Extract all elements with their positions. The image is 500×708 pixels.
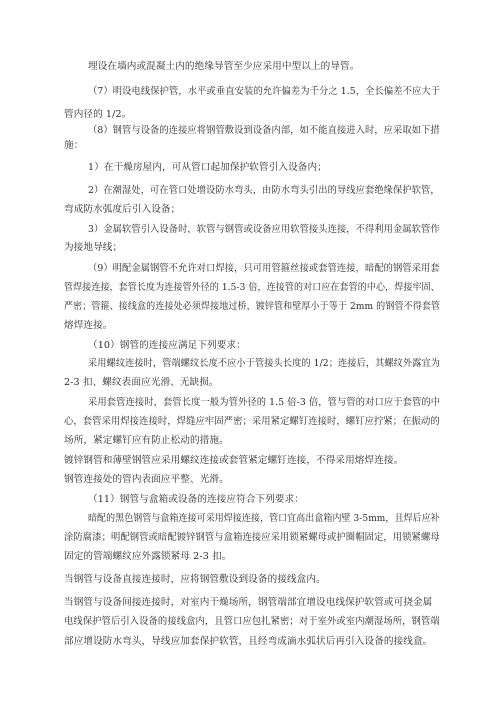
text-line: 为接地导线；	[64, 242, 123, 253]
text-line: 心，套管采用焊接连接时，焊缝应牢固严密；采用紧定螺钉连接时，螺钉应拧紧；在振动的	[64, 416, 440, 427]
text-line: 部应增设防水弯头，导线应加套保护软管，且经弯成滴水弧状后再引入设备的接线盒。	[64, 636, 433, 647]
text-line: 2）在潮湿处，可在管口处增设防水弯头，由防水弯头引出的导线应套绝缘保护软管，	[88, 185, 440, 196]
text-line: 当钢管与设备间接连接时，对室内干燥场所，钢管端部宜增设电线保护软管或可挠金属	[64, 597, 433, 608]
text-line: 采用套管连接时，套管长度一般为管外径的 1.5 倍-3 倍，管与管的对口应于套管的中	[88, 397, 441, 408]
text-line: 固定的管端螺纹应外露锁紧母 2-3 扣。	[64, 551, 232, 562]
text-line: 管焊接连接，套管长度为连接管外径的 1.5-3 倍，连接管的对口应在套管的中心，焊接牢固、	[64, 282, 440, 293]
text-line: 电线保护管后引入设备的接线盒内，且管口应包扎紧密；对于室外或室内潮湿场所，钢管端	[64, 616, 440, 627]
text-line: 弯成防水弧度后引入设备；	[64, 204, 181, 215]
text-line: 采用螺纹连接时，管端螺纹长度不应小于管接头长度的 1/2；连接后，其螺纹外露宜为	[88, 358, 441, 369]
text-line: 钢管连接处的管内表面应平整、光滑。	[64, 474, 229, 485]
text-line: 熔焊连接。	[64, 320, 113, 331]
text-line: 施：	[64, 140, 84, 151]
text-line: 管内径的 1/2。	[64, 109, 132, 120]
text-line: 1）在干燥房屋内，可从管口起加保护软管引入设备内；	[88, 162, 327, 173]
text-line: （7）明设电线保护管，水平或垂直安装的允许偏差为千分之 1.5，全长偏差不应大于	[88, 86, 441, 97]
text-line: 暗配的黑色钢管与盒箱连接可采用焊接连接，管口宜高出盒箱内壁 3-5mm，且焊后应补	[88, 513, 440, 524]
text-line: 涂防腐漆；明配钢管或暗配镀锌钢管与盒箱连接应采用锁紧螺母或护圈帽固定，用锁紧螺母	[64, 532, 440, 543]
text-line: 3）金属软管引入设备时，软管与钢管或设备应用软管接头连接，不得利用金属软管作	[88, 224, 440, 235]
text-line: （8）钢管与设备的连接应将钢管敷设到设备内部，如不能直接进入时，应采取如下措	[88, 125, 440, 136]
text-line: 严密；管箍、接线盒的连接处必须焊接地过桥，镀锌管和壁厚小于等于 2mm 的钢管不得套管	[64, 301, 441, 312]
text-line: 场所，紧定螺钉应有防止松动的措施。	[64, 435, 229, 446]
text-line: （10）钢管的连接应满足下列要求：	[88, 340, 246, 351]
text-line: 2-3 扣、螺纹表面应光滑、无缺损。	[64, 377, 219, 388]
text-line: 当钢管与设备直接连接时，应将钢管敷设到设备的接线盒内。	[64, 574, 326, 585]
text-line: （11）钢管与盒箱或设备的连接应符合下列要求：	[88, 494, 304, 505]
text-line: 镀锌钢管和薄壁钢管应采用螺纹连接或套管紧定螺钉连接，不得采用熔焊连接。	[64, 455, 404, 466]
text-line: （9）明配金属钢管不允许对口焊接，只可用管箍丝接或套管连接，暗配的钢管采用套	[88, 263, 440, 274]
text-line: 埋设在墙内或混凝土内的绝缘导管至少应采用中型以上的导管。	[88, 61, 360, 72]
